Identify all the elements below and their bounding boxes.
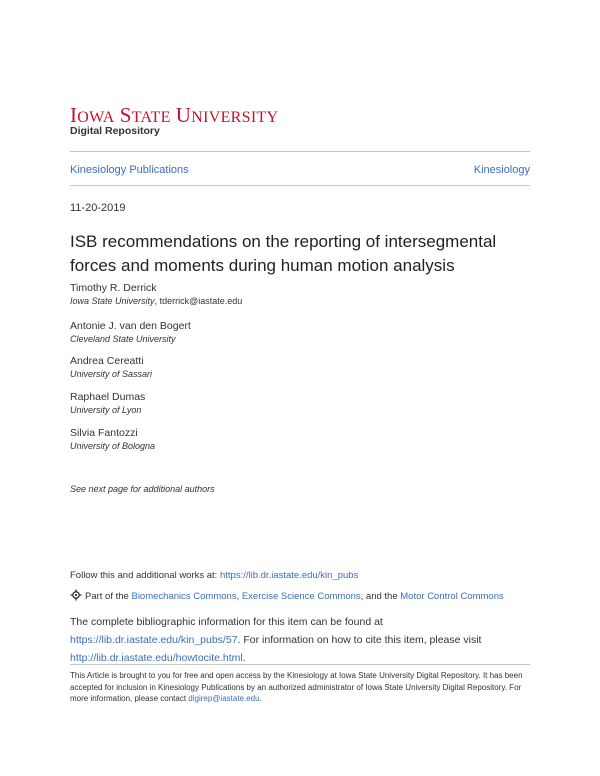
- exercise-science-commons-link[interactable]: Exercise Science Commons: [241, 591, 361, 602]
- how-to-cite-link[interactable]: http://lib.dr.iastate.edu/howtocite.html: [70, 652, 243, 664]
- repository-name: Digital Repository: [70, 125, 160, 137]
- follow-line: Follow this and additional works at: https://lib.dr.iastate.edu/kin_pubs: [70, 570, 359, 581]
- author-name: Antonie J. van den Bogert: [70, 320, 191, 332]
- author-affiliation: Cleveland State University: [70, 334, 176, 344]
- author-block-1: [70, 282, 242, 306]
- bibliographic-info: The complete bibliographic information for this item can be found at https://lib.dr.iastate.edu/kin_pubs/57. For information on how to cite this item, please visit http://lib.dr.iastate.edu/howtocite.html.: [70, 616, 482, 664]
- part-of-line: Part of the Biomechanics Commons, Exercise Science Commons, and the Motor Control Commons: [70, 589, 504, 604]
- kin-pubs-url-link[interactable]: https://lib.dr.iastate.edu/kin_pubs: [219, 570, 359, 581]
- footer-divider: [70, 664, 530, 665]
- author-name: Timothy R. Derrick: [70, 282, 157, 294]
- publication-date: 11-20-2019: [70, 202, 126, 214]
- item-url-link[interactable]: https://lib.dr.iastate.edu/kin_pubs/57: [70, 634, 238, 646]
- author-affiliation: University of Lyon: [70, 405, 142, 415]
- author-affiliation: Iowa State University, tderrick@iastate.edu: [70, 296, 243, 306]
- contact-email-link[interactable]: digirep@iastate.edu: [188, 694, 260, 703]
- university-name: IOWA STATE UNIVERSITY: [70, 103, 279, 127]
- author-affiliation: University of Sassari: [70, 369, 153, 379]
- author-block-2: [70, 320, 191, 344]
- network-logo-icon: [70, 589, 82, 604]
- author-email: tderrick@iastate.edu: [159, 296, 243, 306]
- motor-control-commons-link[interactable]: Motor Control Commons: [400, 591, 504, 602]
- author-name: Andrea Cereatti: [70, 355, 144, 367]
- footer-note: This Article is brought to you for free and open access by the Kinesiology at Iowa State University Digital Repository. It has been accepted for inclusion in Kinesiology Publications by an authorized administrator of Iowa State University Digital Repository. For more information, please contact digirep@iastate.edu.: [70, 671, 523, 703]
- author-name: Raphael Dumas: [70, 391, 146, 403]
- top-divider: [70, 151, 530, 152]
- nav-divider: [70, 185, 530, 186]
- see-next-page-note: See next page for additional authors: [70, 484, 215, 494]
- author-name: Silvia Fantozzi: [70, 427, 138, 439]
- author-block-3: [70, 355, 152, 379]
- kinesiology-publications-link[interactable]: Kinesiology Publications: [70, 164, 189, 176]
- biomechanics-commons-link[interactable]: Biomechanics Commons: [131, 591, 237, 602]
- kinesiology-link[interactable]: Kinesiology: [473, 164, 530, 176]
- author-block-4: [70, 391, 145, 415]
- author-block-5: [70, 427, 155, 451]
- article-title: ISB recommendations on the reporting of intersegmental forces and moments during human motion analysis: [70, 232, 497, 275]
- author-affiliation: University of Bologna: [70, 441, 156, 451]
